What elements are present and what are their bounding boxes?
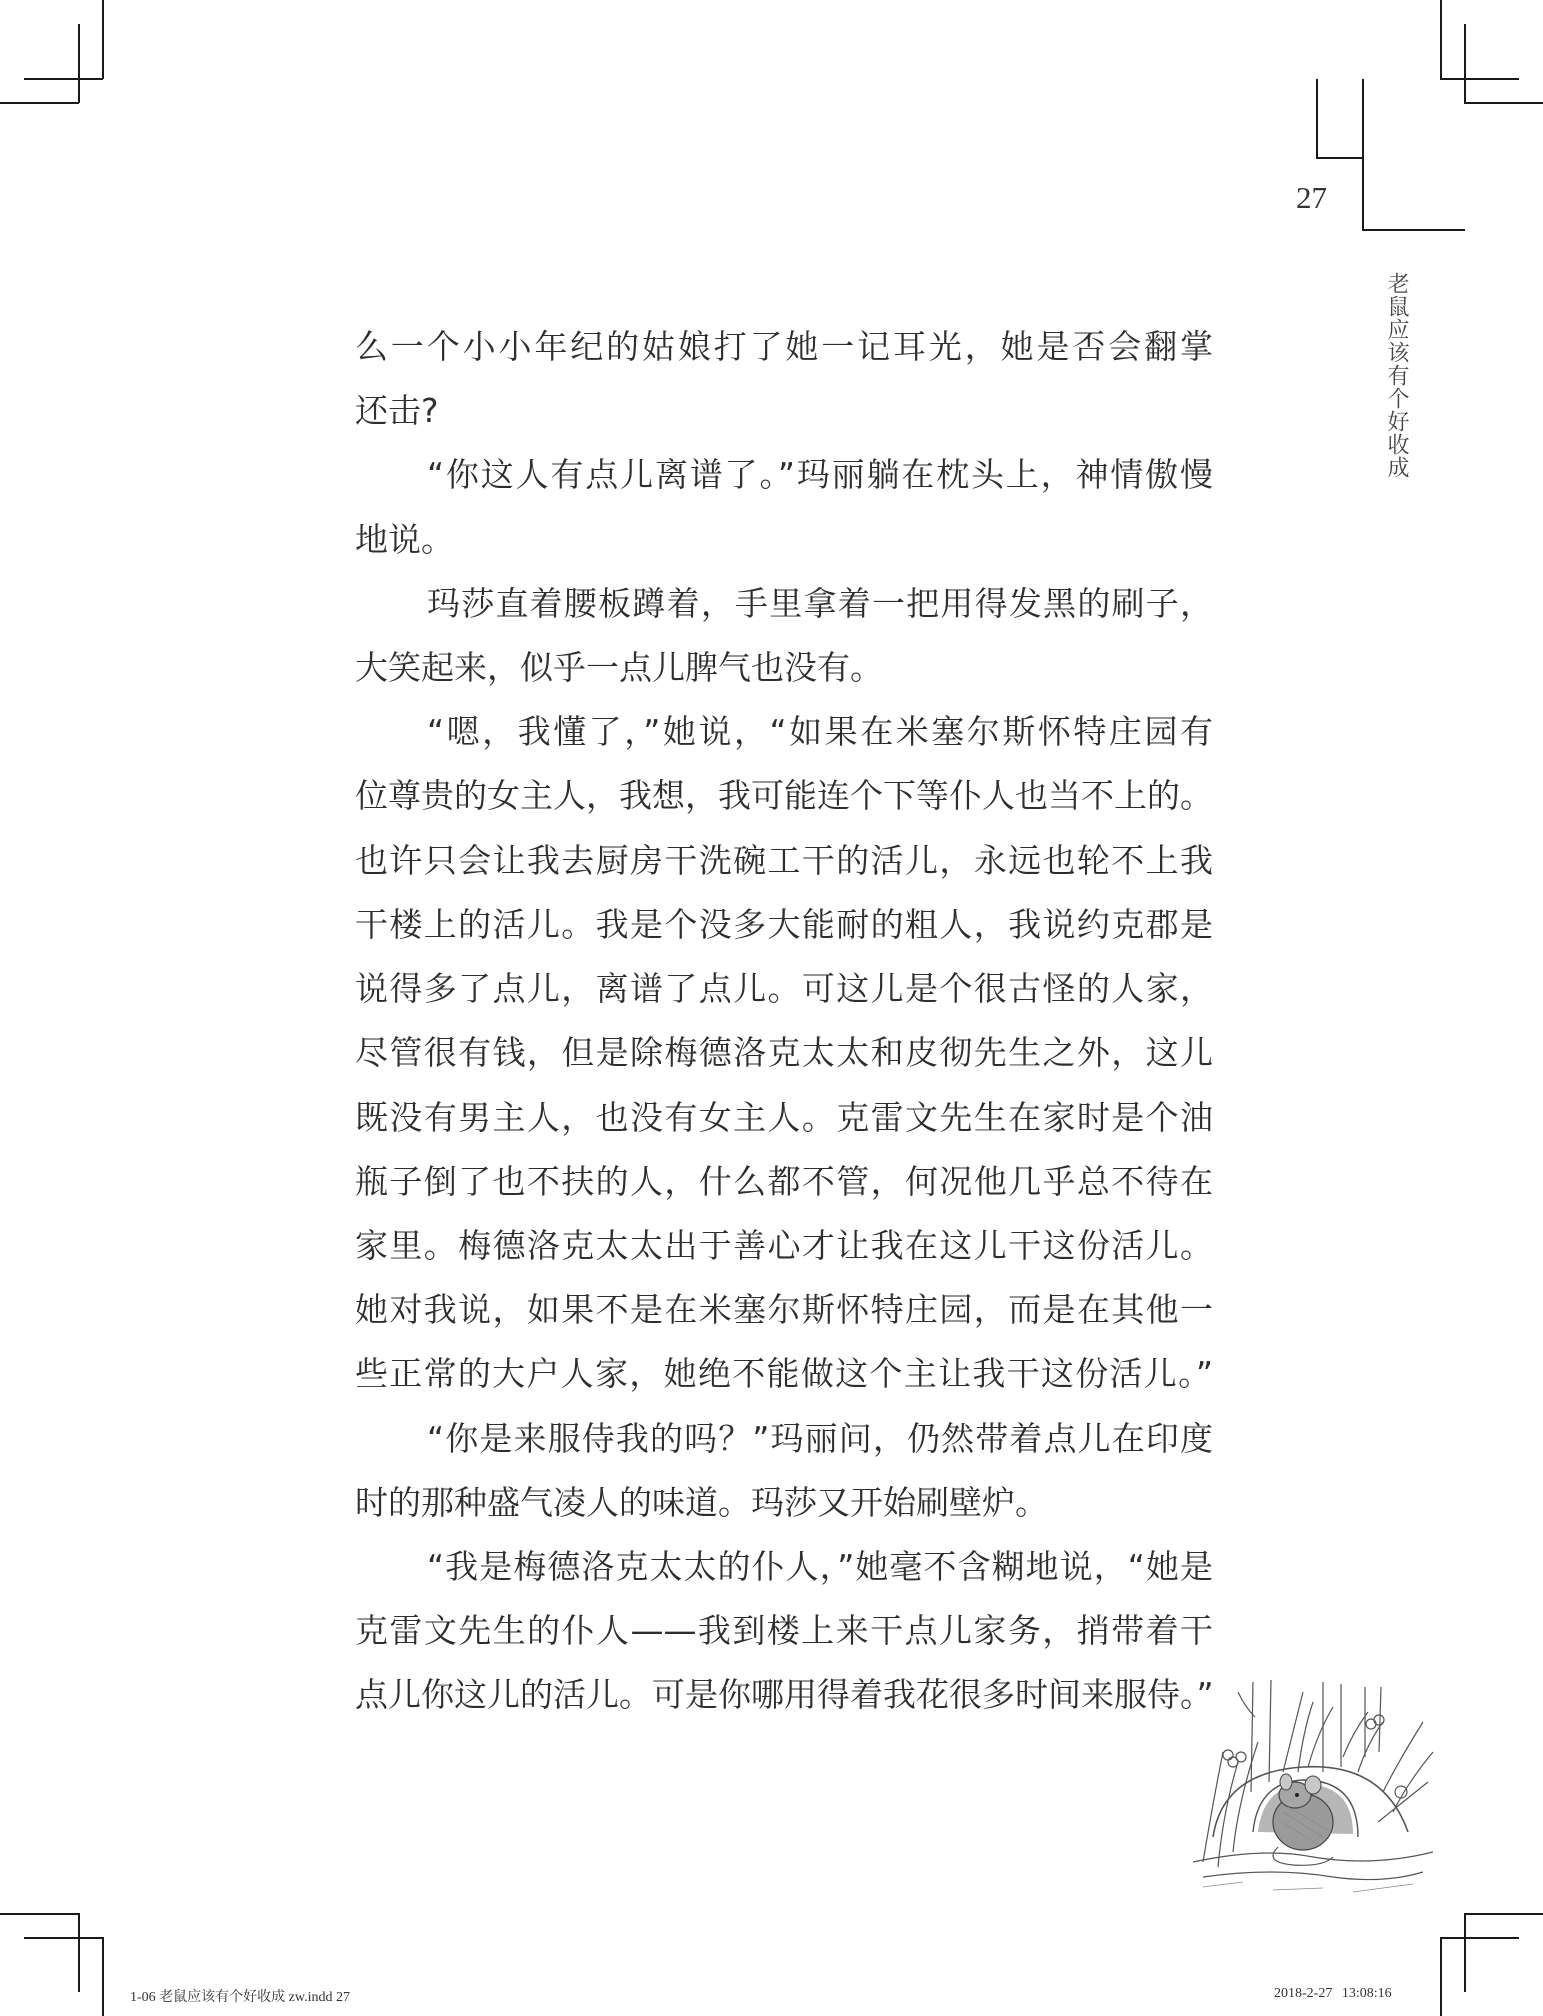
text-line: 克雷文先生的仆人——我到楼上来干点儿家务，捎带着干 <box>355 1611 1213 1650</box>
text-line: 也许只会让我去厨房干洗碗工干的活儿，永远也轮不上我 <box>355 841 1213 880</box>
text-line: 地说。 <box>355 520 454 559</box>
text-line: 瓶子倒了也不扶的人，什么都不管，何况他几乎总不待在 <box>355 1162 1213 1201</box>
text-line: “嗯，我懂了，”她说，“如果在米塞尔斯怀特庄园有 <box>427 712 1213 751</box>
text-line: 她对我说，如果不是在米塞尔斯怀特庄园，而是在其他一 <box>355 1290 1213 1329</box>
page-number: 27 <box>1296 180 1327 215</box>
text-line: 些正常的大户人家，她绝不能做这个主让我干这份活儿。” <box>355 1354 1213 1393</box>
text-line: 位尊贵的女主人，我想，我可能连个下等仆人也当不上的。 <box>355 776 1213 815</box>
text-line: 么一个小小年纪的姑娘打了她一记耳光，她是否会翻掌 <box>355 327 1213 366</box>
text-line: “你这人有点儿离谱了。”玛丽躺在枕头上，神情傲慢 <box>427 455 1213 494</box>
text-line: 既没有男主人，也没有女主人。克雷文先生在家时是个油 <box>355 1098 1213 1137</box>
footer-timestamp: 2018-2-27 13:08:16 <box>1274 1986 1392 2001</box>
text-line: 点儿你这儿的活儿。可是你哪用得着我花很多时间来服侍。” <box>355 1675 1214 1714</box>
running-title: 老鼠应该有个好收成 <box>1384 272 1409 479</box>
text-line: 时的那种盛气凌人的味道。玛莎又开始刷壁炉。 <box>355 1483 1048 1522</box>
text-line: “你是来服侍我的吗？”玛丽问，仍然带着点儿在印度 <box>427 1419 1213 1458</box>
text-line: 说得多了点儿，离谱了点儿。可这儿是个很古怪的人家， <box>355 969 1213 1008</box>
footer-file-label: 1-06 老鼠应该有个好收成 zw.indd 27 <box>130 1990 350 2005</box>
text-line: 尽管很有钱，但是除梅德洛克太太和皮彻先生之外，这儿 <box>355 1033 1213 1072</box>
text-line: 干楼上的活儿。我是个没多大能耐的粗人，我说约克郡是 <box>355 905 1213 944</box>
text-line: 家里。梅德洛克太太出于善心才让我在这儿干这份活儿。 <box>355 1226 1213 1265</box>
text-line: 还击? <box>355 391 439 430</box>
mouse-burrow-illustration <box>1183 1662 1438 1897</box>
mouse-in-burrow-icon <box>1183 1662 1438 1897</box>
text-line: 大笑起来，似乎一点儿脾气也没有。 <box>355 648 883 687</box>
text-line: “我是梅德洛克太太的仆人，”她毫不含糊地说，“她是 <box>427 1547 1213 1586</box>
text-line: 玛莎直着腰板蹲着，手里拿着一把用得发黑的刷子， <box>427 584 1213 623</box>
